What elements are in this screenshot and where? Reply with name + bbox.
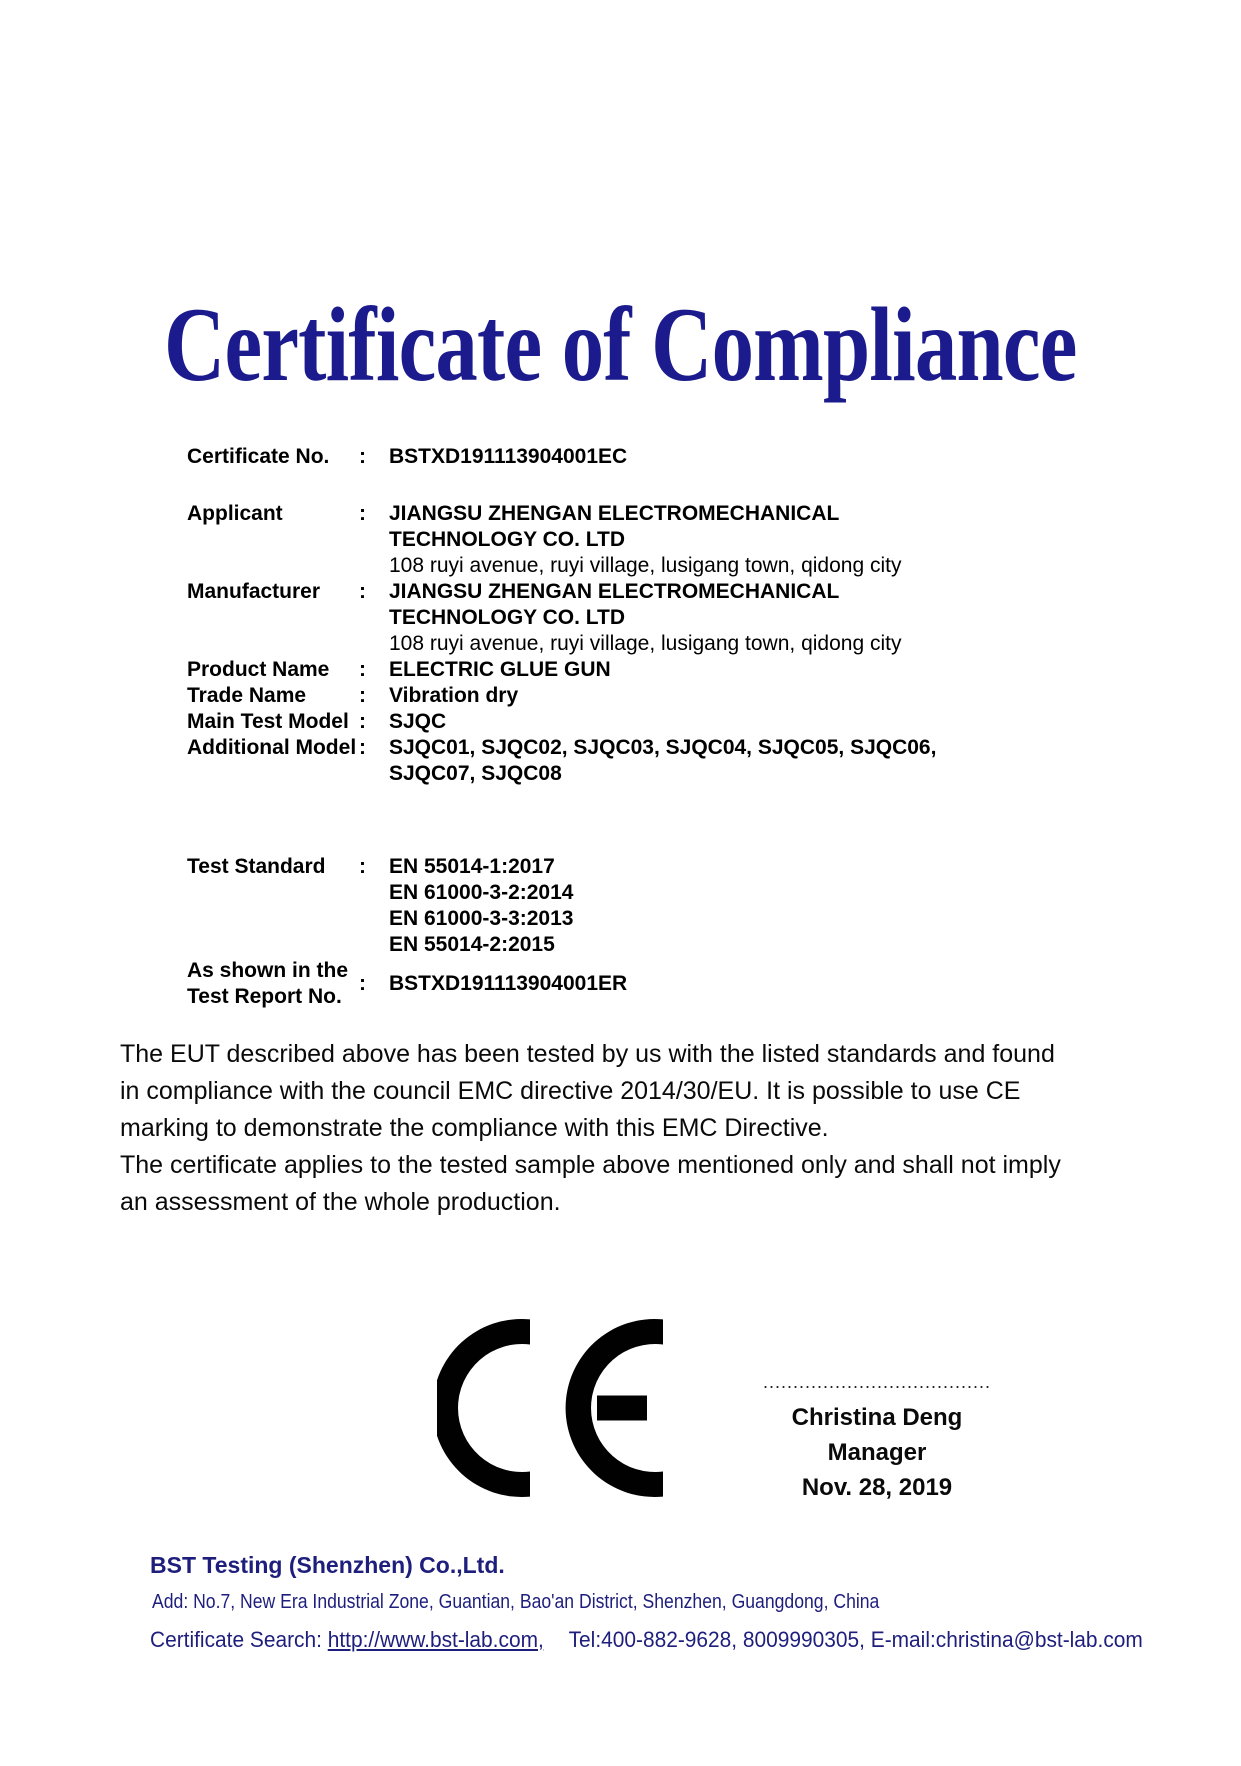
applicant-name-line2: TECHNOLOGY CO. LTD xyxy=(389,528,626,551)
field-colon: : xyxy=(359,445,366,468)
field-additional-model xyxy=(187,735,1147,787)
field-test-report-no xyxy=(187,958,1147,1010)
field-applicant xyxy=(187,501,1147,579)
compliance-statement xyxy=(120,1036,1130,1221)
certificate-title: Certificate of Compliance xyxy=(164,286,1077,403)
field-label: Main Test Model xyxy=(187,710,349,733)
signature-date: Nov. 28, 2019 xyxy=(801,1474,953,1501)
manufacturer-name-line1: JIANGSU ZHENGAN ELECTROMECHANICAL xyxy=(389,580,840,603)
field-colon: : xyxy=(359,658,366,681)
field-label xyxy=(187,958,359,1010)
footer-contact-info: Tel:400-882-9628, 8009990305, E-mail:christina@bst-lab.com xyxy=(568,1627,1143,1652)
field-label: Additional Model xyxy=(187,736,357,759)
test-standard-line4: EN 55014-2:2015 xyxy=(389,933,555,956)
statement-line: The certificate applies to the tested sample above mentioned only and shall not imply xyxy=(120,1151,1061,1179)
signatory-title: Manager xyxy=(827,1439,927,1466)
field-value: BSTXD191113904001ER xyxy=(389,972,628,995)
field-main-test-model xyxy=(187,709,1147,735)
field-label: Applicant xyxy=(187,502,283,525)
footer-search-line xyxy=(150,1627,1143,1653)
field-value xyxy=(389,854,1147,958)
field-colon: : xyxy=(359,710,366,733)
certificate-title-wrap xyxy=(0,286,1241,403)
field-manufacturer xyxy=(187,579,1147,657)
applicant-address: 108 ruyi avenue, ruyi village, lusigang town, qidong city xyxy=(389,554,902,577)
additional-model-line1: SJQC01, SJQC02, SJQC03, SJQC04, SJQC05, SJQC06, xyxy=(389,736,937,759)
field-colon: : xyxy=(359,502,366,525)
manufacturer-name-line2: TECHNOLOGY CO. LTD xyxy=(389,606,626,629)
field-test-standard xyxy=(187,854,1147,958)
signatory-name: Christina Deng xyxy=(791,1404,963,1431)
footer-company-name: BST Testing (Shenzhen) Co.,Ltd. xyxy=(150,1552,505,1578)
test-standard-line3: EN 61000-3-3:2013 xyxy=(389,907,574,930)
field-value xyxy=(389,501,1147,579)
field-colon: : xyxy=(359,972,366,995)
certificate-search-label: Certificate Search: xyxy=(150,1627,322,1652)
field-product-name xyxy=(187,657,1147,683)
certificate-search-url-link[interactable]: http://www.bst-lab.com, xyxy=(327,1627,544,1652)
footer-address: Add: No.7, New Era Industrial Zone, Guantian, Bao'an District, Shenzhen, Guangdong, China xyxy=(152,1591,880,1613)
signature-dotted-line: ...................................... xyxy=(762,1372,992,1392)
field-colon: : xyxy=(359,855,366,878)
field-value xyxy=(389,735,1147,787)
test-standard-line1: EN 55014-1:2017 xyxy=(389,855,555,878)
certificate-fields xyxy=(187,444,1147,1010)
manufacturer-address: 108 ruyi avenue, ruyi village, lusigang town, qidong city xyxy=(389,632,902,655)
additional-model-line2: SJQC07, SJQC08 xyxy=(389,762,562,785)
statement-line: The EUT described above has been tested by us with the listed standards and found xyxy=(120,1040,1055,1068)
field-value: SJQC xyxy=(389,710,447,733)
statement-line: in compliance with the council EMC directive 2014/30/EU. It is possible to use CE xyxy=(120,1077,1021,1105)
field-trade-name xyxy=(187,683,1147,709)
field-colon: : xyxy=(359,580,366,603)
statement-line: an assessment of the whole production. xyxy=(120,1188,561,1216)
test-report-label-line2: Test Report No. xyxy=(187,985,342,1008)
field-colon: : xyxy=(359,684,366,707)
field-value: BSTXD191113904001EC xyxy=(389,445,628,468)
field-label: Trade Name xyxy=(187,684,307,707)
field-value: Vibration dry xyxy=(389,684,519,707)
field-label: Test Standard xyxy=(187,855,326,878)
applicant-name-line1: JIANGSU ZHENGAN ELECTROMECHANICAL xyxy=(389,502,840,525)
test-report-label-line1: As shown in the xyxy=(187,959,349,982)
field-certificate-no xyxy=(187,444,1147,470)
statement-line: marking to demonstrate the compliance with this EMC Directive. xyxy=(120,1114,829,1142)
field-label: Product Name xyxy=(187,658,330,681)
field-label: Certificate No. xyxy=(187,445,330,468)
field-value xyxy=(389,579,1147,657)
field-value: ELECTRIC GLUE GUN xyxy=(389,658,611,681)
signature-block xyxy=(710,1372,1044,1505)
test-standard-line2: EN 61000-3-2:2014 xyxy=(389,881,574,904)
ce-marking-logo-icon xyxy=(437,1318,663,1498)
field-colon: : xyxy=(359,736,366,759)
field-label: Manufacturer xyxy=(187,580,321,603)
